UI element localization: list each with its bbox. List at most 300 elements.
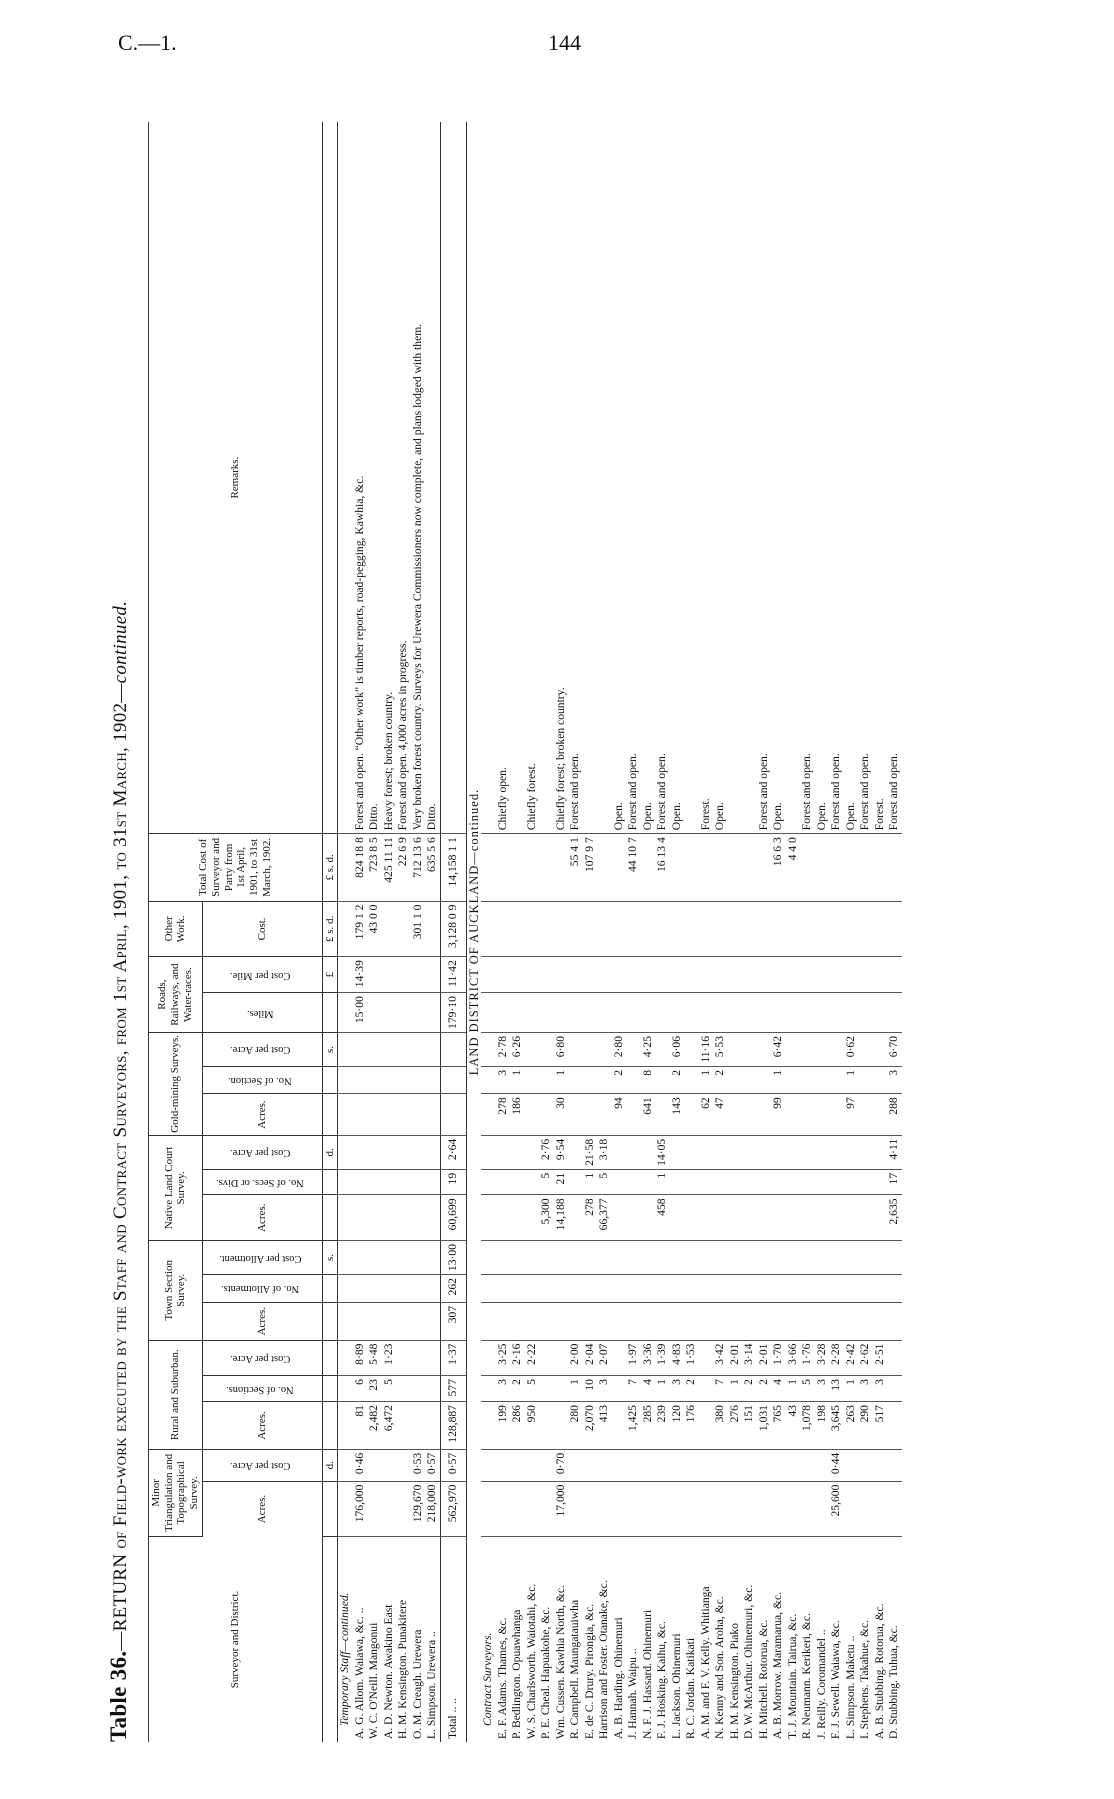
cell-roads-cost: 11·42 [440,957,466,993]
cell-town-cost [670,1241,685,1275]
cell-minor-cost [844,1449,859,1481]
cell-remarks: Forest and open. [829,122,844,834]
cell-town-acres [641,1302,656,1340]
cell-gold-acres [425,1094,440,1136]
cell-town-cost [481,1241,496,1275]
cell-native-acres [525,1195,540,1241]
cell-native-cost: 9·54 [554,1135,569,1169]
cell-roads-miles [670,993,685,1033]
cell-native-acres [510,1195,525,1241]
cell-town-allot [525,1275,540,1303]
table-row [873,122,888,1742]
cell-native-cost [425,1135,440,1169]
cell-rural-cost: 2·28 [829,1340,844,1376]
cell-town-cost [699,1241,714,1275]
cell-minor-cost [655,1449,670,1481]
cell-minor-cost: 0·53 [411,1449,426,1481]
col-town: Town Section Survey. [149,1241,203,1341]
cell-town-cost [425,1241,440,1275]
cell-other-cost [496,901,511,957]
cell-minor-acres [396,1481,411,1536]
cell-rural-secs: 1 [728,1376,743,1402]
cell-minor-acres: 176,000 [353,1481,368,1536]
cell-name: L. Jackson. Ohinemuri [669,1633,683,1739]
cell-town-allot [554,1275,569,1303]
table-row [411,122,426,1742]
cell-minor-cost [583,1449,598,1481]
cell-native-secs: 5 [597,1169,612,1195]
cell-minor-acres [728,1481,743,1536]
cell-remarks: Forest and open. [858,122,873,834]
cell-gold-cost: 6·42 [771,1032,786,1066]
cell-town-cost [887,1241,902,1275]
cell-town-acres [728,1302,743,1340]
cell-town-allot [583,1275,598,1303]
cell-town-allot [728,1275,743,1303]
cell-rural-cost: 2·01 [757,1340,772,1376]
cell-gold-acres: 62 [699,1094,714,1136]
sub-gold-cost: Cost per Acre. [230,1044,291,1056]
cell-town-acres [713,1302,728,1340]
table-row [684,122,699,1742]
page-number: 144 [548,30,581,55]
cell-gold-acres [742,1094,757,1136]
cell-gold-no: 1 [699,1066,714,1093]
cell-town-cost [583,1241,598,1275]
cell-native-cost [612,1135,627,1169]
cell-name: P. E. Cheal. Hapuakohe, &c. [539,1606,553,1739]
cell-roads-miles [554,993,569,1033]
cell-gold-cost [568,1032,583,1066]
cell-total [699,834,714,901]
cell-native-cost [844,1135,859,1169]
cell-gold-acres [382,1094,397,1136]
cell-minor-acres [757,1481,772,1536]
cell-minor-cost [699,1449,714,1481]
unit-s-town: s. [322,1241,338,1275]
cell-native-acres: 458 [655,1195,670,1241]
cell-town-allot [699,1275,714,1303]
cell-remarks: Ditto. [367,122,382,834]
cell-native-acres [568,1195,583,1241]
cell-native-acres [713,1195,728,1241]
cell-other-cost [771,901,786,957]
cell-gold-no: 1 [554,1066,569,1093]
cell-town-cost [786,1241,801,1275]
cell-total: 425 11 11 [382,834,397,901]
cell-total [728,834,743,901]
cell-roads-miles [887,993,902,1033]
cell-total: 44 10 7 [626,834,641,901]
cell-gold-cost [757,1032,772,1066]
table-row [757,122,772,1742]
cell-rural-acres: 1,425 [626,1402,641,1450]
cell-rural-cost [554,1340,569,1376]
cell-gold-no [597,1066,612,1093]
cell-gold-cost [367,1032,382,1066]
cell-native-secs: 5 [539,1169,554,1195]
cell-total: 22 6 9 [396,834,411,901]
cell-rural-secs: 3 [873,1376,888,1402]
cell-native-acres: 278 [583,1195,598,1241]
table-row [713,122,728,1742]
cell-gold-no [425,1066,440,1093]
cell-native-cost [496,1135,511,1169]
cell-gold-no [525,1066,540,1093]
cell-name: A. B. Morrow. Maramarua, &c. [771,1591,785,1739]
cell-native-acres [829,1195,844,1241]
cell-native-acres [641,1195,656,1241]
cell-town-allot [655,1275,670,1303]
cell-native-acres [396,1195,411,1241]
cell-town-allot [887,1275,902,1303]
cell-roads-miles [382,993,397,1033]
cell-town-cost [382,1241,397,1275]
cell-rural-cost [539,1340,554,1376]
unit-lsd-total: £ s. d. [322,834,338,901]
cell-town-acres [411,1302,426,1340]
cell-rural-acres [887,1402,902,1450]
cell-roads-cost [425,957,440,993]
cell-gold-acres [338,1094,353,1136]
cell-total [815,834,830,901]
cell-rural-cost: 2·01 [728,1340,743,1376]
cell-town-acres [481,1302,496,1340]
cell-remarks [728,122,743,834]
cell-gold-acres: 94 [612,1094,627,1136]
cell-roads-cost [382,957,397,993]
cell-other-cost [844,901,859,957]
cell-minor-cost: 0·70 [554,1449,569,1481]
cell-name: T. J. Mountain. Tairua, &c. [785,1613,799,1739]
cell-roads-cost [858,957,873,993]
sub-rural-secs: No. of Sections. [226,1383,295,1395]
cell-gold-no: 3 [887,1066,902,1093]
cell-native-secs [481,1169,496,1195]
cell-rural-secs [699,1376,714,1402]
cell-other-cost [396,901,411,957]
cell-gold-acres [800,1094,815,1136]
cell-native-acres [382,1195,397,1241]
cell-total [612,834,627,901]
cell-minor-acres [496,1481,511,1536]
cell-town-cost [525,1241,540,1275]
cell-minor-acres: 17,000 [554,1481,569,1536]
cell-rural-secs: 2 [684,1376,699,1402]
cell-town-cost [612,1241,627,1275]
cell-gold-acres [626,1094,641,1136]
total-row [440,122,466,1742]
cell-other-cost [539,901,554,957]
sub-roads-miles: Miles. [246,1007,274,1019]
cell-native-cost [815,1135,830,1169]
cell-native-acres: 60,699 [440,1195,466,1241]
cell-roads-cost [742,957,757,993]
cell-gold-no [757,1066,772,1093]
col-rural: Rural and Suburban. [149,1340,203,1449]
cell-town-allot [641,1275,656,1303]
cell-gold-acres [684,1094,699,1136]
cell-town-allot [670,1275,685,1303]
cell-other-cost [699,901,714,957]
cell-gold-cost [829,1032,844,1066]
cell-remarks: Open. [713,122,728,834]
cell-other-cost [873,901,888,957]
cell-gold-acres [597,1094,612,1136]
cell-native-secs [510,1169,525,1195]
cell-town-cost [539,1241,554,1275]
cell-rural-secs [481,1376,496,1402]
cell-town-acres [496,1302,511,1340]
table-row [829,122,844,1742]
cell-native-acres [742,1195,757,1241]
cell-native-cost [367,1135,382,1169]
cell-gold-no: 1 [771,1066,786,1093]
cell-total: 4 4 0 [786,834,801,901]
cell-town-cost [655,1241,670,1275]
cell-minor-cost [597,1449,612,1481]
cell-rural-secs: 1 [786,1376,801,1402]
table-row [844,122,859,1742]
cell-roads-miles [338,993,353,1033]
sub-roads-cost: Cost per Mile. [230,969,291,981]
cell-town-acres [771,1302,786,1340]
cell-town-acres [757,1302,772,1340]
cell-roads-cost [525,957,540,993]
cell-roads-cost [510,957,525,993]
cell-gold-no [539,1066,554,1093]
cell-remarks: Very broken forest country. Surveys for Urewera Commissioners now complete, and plans lodged with them. [411,122,426,834]
cell-remarks: Heavy forest; broken country. [382,122,397,834]
cell-roads-miles [496,993,511,1033]
cell-native-secs: 1 [655,1169,670,1195]
cell-name: Harrison and Foster. Otanake, &c. [597,1580,611,1739]
cell-gold-acres [353,1094,368,1136]
cell-roads-miles [641,993,656,1033]
cell-roads-cost [815,957,830,993]
cell-remarks: Chiefly forest; broken country. [554,122,569,834]
cell-remarks: Forest and open. [800,122,815,834]
cell-name: A. M. and F. V. Kelly. Whitianga [698,1586,712,1739]
cell-town-cost [496,1241,511,1275]
cell-town-acres: 307 [440,1302,466,1340]
cell-rural-cost [481,1340,496,1376]
cell-name: N. F. J. Hassard. Ohinemuri [640,1609,654,1739]
cell-other-cost [670,901,685,957]
cell-other-cost [583,901,598,957]
cell-minor-cost [510,1449,525,1481]
cell-town-cost [626,1241,641,1275]
cell-remarks: Forest and open. 4,000 acres in progress. [396,122,411,834]
cell-town-allot [496,1275,511,1303]
cell-native-acres [367,1195,382,1241]
cell-rural-secs: 5 [525,1376,540,1402]
sub-gold-acres: Acres. [202,1094,322,1136]
cell-town-allot [568,1275,583,1303]
cell-gold-no: 1 [510,1066,525,1093]
unit-lsd-other: £ s. d. [322,901,338,957]
table-row [382,122,397,1742]
cell-roads-cost [583,957,598,993]
cell-town-acres [338,1302,353,1340]
cell-rural-acres [481,1402,496,1450]
table-row [554,122,569,1742]
cell-native-cost [641,1135,656,1169]
cell-roads-cost [338,957,353,993]
cell-roads-cost [887,957,902,993]
cell-gold-acres [525,1094,540,1136]
cell-minor-acres [815,1481,830,1536]
cell-rural-acres: 120 [670,1402,685,1450]
cell-gold-cost [742,1032,757,1066]
cell-town-acres [583,1302,598,1340]
cell-gold-acres [583,1094,598,1136]
cell-roads-cost [844,957,859,993]
cell-gold-acres: 143 [670,1094,685,1136]
cell-town-acres [815,1302,830,1340]
table-row [786,122,801,1742]
cell-rural-acres: 43 [786,1402,801,1450]
cell-town-allot [815,1275,830,1303]
cell-native-acres [771,1195,786,1241]
cell-minor-acres [713,1481,728,1536]
cell-gold-cost [786,1032,801,1066]
cell-gold-no [353,1066,368,1093]
cell-gold-cost: 11·16 [699,1032,714,1066]
cell-gold-acres [757,1094,772,1136]
cell-remarks [684,122,699,834]
cell-roads-miles [844,993,859,1033]
cell-town-allot [597,1275,612,1303]
cell-rural-secs: 2 [742,1376,757,1402]
cell-roads-miles [815,993,830,1033]
cell-native-acres [684,1195,699,1241]
cell-native-secs [411,1169,426,1195]
cell-remarks [742,122,757,834]
cell-roads-cost [612,957,627,993]
cell-native-secs [425,1169,440,1195]
table-header [149,122,338,1742]
cell-minor-cost [641,1449,656,1481]
cell-rural-acres: 950 [525,1402,540,1450]
cell-native-acres: 2,635 [887,1195,902,1241]
cell-rural-acres [425,1402,440,1450]
cell-gold-no: 3 [496,1066,511,1093]
cell-rural-secs: 6 [353,1376,368,1402]
table-row [568,122,583,1742]
cell-total: 712 13 6 [411,834,426,901]
cell-name: P. Bedlington. Opuawhanga [510,1609,524,1739]
cell-gold-cost [481,1032,496,1066]
cell-native-acres [425,1195,440,1241]
cell-town-acres [858,1302,873,1340]
cell-gold-no [367,1066,382,1093]
cell-other-cost [568,901,583,957]
cell-gold-no: 2 [713,1066,728,1093]
cell-roads-cost [684,957,699,993]
table-row [728,122,743,1742]
cell-minor-acres [684,1481,699,1536]
cell-rural-cost: 1·97 [626,1340,641,1376]
cell-rural-acres: 290 [858,1402,873,1450]
cell-other-cost [728,901,743,957]
cell-gold-no [338,1066,353,1093]
cell-rural-acres: 765 [771,1402,786,1450]
cell-total: 824 18 8 [353,834,368,901]
cell-other-cost [612,901,627,957]
cell-name: L. Simpson. Urewera .. [425,1631,439,1739]
cell-gold-acres [568,1094,583,1136]
table-row [539,122,554,1742]
cell-minor-cost [858,1449,873,1481]
cell-name: F. J. Hosking. Kaihu, &c. [655,1621,669,1739]
cell-native-cost [786,1135,801,1169]
cell-gold-cost [539,1032,554,1066]
cell-gold-acres [440,1094,466,1136]
table-row [655,122,670,1742]
cell-town-acres [873,1302,888,1340]
cell-rural-acres [396,1402,411,1450]
cell-town-allot [786,1275,801,1303]
cell-town-allot [684,1275,699,1303]
cell-name: I. Stephens. Takahue, &c. [858,1619,872,1739]
cell-rural-secs [612,1376,627,1402]
cell-minor-cost [496,1449,511,1481]
cell-native-secs: 19 [440,1169,466,1195]
cell-name: R. Campbell. Maungatauiwha [568,1599,582,1739]
cell-name: A. G. Allom. Waiawa, &c. .. [352,1607,366,1739]
cell-native-acres [873,1195,888,1241]
cell-town-allot [411,1275,426,1303]
cell-total [539,834,554,901]
cell-rural-secs: 3 [670,1376,685,1402]
cell-rural-secs: 5 [382,1376,397,1402]
cell-roads-miles [800,993,815,1033]
cell-rural-acres: 2,482 [367,1402,382,1450]
cell-name: W. S. Charlsworth. Waiotahi, &c. [524,1583,538,1739]
cell-total: 635 5 6 [425,834,440,901]
cell-name: D. Stubbing. Tuhua, &c. [887,1625,901,1739]
cell-native-secs: 1 [583,1169,598,1195]
cell-minor-acres [612,1481,627,1536]
cell-minor-cost [786,1449,801,1481]
cell-rural-secs: 3 [815,1376,830,1402]
cell-roads-cost [699,957,714,993]
cell-gold-no [873,1066,888,1093]
cell-remarks: Forest and open. [655,122,670,834]
table-row [425,122,440,1742]
cell-gold-acres [728,1094,743,1136]
cell-native-secs [771,1169,786,1195]
cell-remarks: Forest and open. [757,122,772,834]
cell-remarks [338,122,353,834]
cell-other-cost [757,901,772,957]
cell-gold-no [829,1066,844,1093]
cell-roads-cost [597,957,612,993]
cell-gold-no [815,1066,830,1093]
cell-gold-cost [655,1032,670,1066]
cell-total [757,834,772,901]
cell-name: H. M. Kensington. Piako [727,1623,741,1739]
cell-native-cost [568,1135,583,1169]
cell-town-cost [742,1241,757,1275]
cell-minor-cost [338,1449,353,1481]
cell-rural-cost: 2·51 [873,1340,888,1376]
cell-rural-cost [612,1340,627,1376]
cell-other-cost [713,901,728,957]
cell-town-cost [771,1241,786,1275]
cell-other-cost [786,901,801,957]
